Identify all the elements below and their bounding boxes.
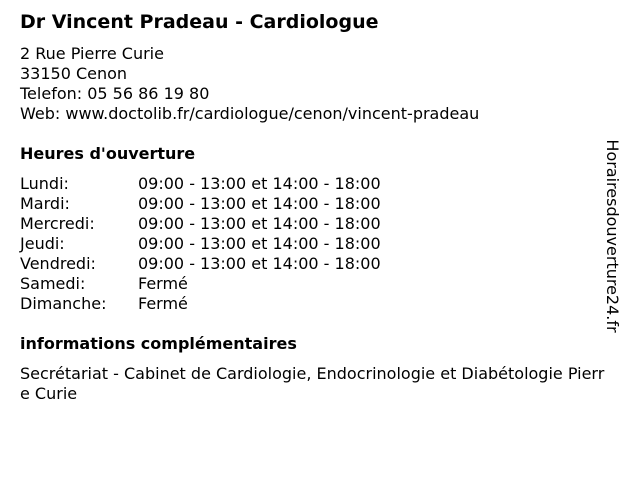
- hours-row-sunday: [20, 294, 610, 314]
- hours-row-tuesday: [20, 194, 610, 214]
- brand-watermark: Horairesdouverture24.fr: [603, 139, 622, 333]
- hours-value: 09:00 - 13:00 et 14:00 - 18:00: [138, 214, 381, 233]
- hours-value: 09:00 - 13:00 et 14:00 - 18:00: [138, 234, 381, 253]
- day-label: Jeudi:: [20, 234, 65, 253]
- hours-row-friday: [20, 254, 610, 274]
- hours-value: Fermé: [138, 294, 188, 313]
- hours-row-thursday: [20, 234, 610, 254]
- opening-hours-heading: Heures d'ouverture: [20, 144, 196, 163]
- street-address: 2 Rue Pierre Curie: [20, 44, 164, 63]
- hours-value: Fermé: [138, 274, 188, 293]
- day-label: Dimanche:: [20, 294, 107, 313]
- hours-value: 09:00 - 13:00 et 14:00 - 18:00: [138, 174, 381, 193]
- day-label: Vendredi:: [20, 254, 96, 273]
- day-label: Lundi:: [20, 174, 69, 193]
- business-info-card: [20, 10, 610, 404]
- hours-row-saturday: [20, 274, 610, 294]
- opening-hours-list: [20, 174, 610, 314]
- website-link: Web: www.doctolib.fr/cardiologue/cenon/vincent-pradeau: [20, 104, 480, 123]
- hours-value: 09:00 - 13:00 et 14:00 - 18:00: [138, 194, 381, 213]
- additional-info-text: Secrétariat - Cabinet de Cardiologie, Endocrinologie et Diabétologie Pierre Curie: [20, 364, 605, 403]
- page-title: Dr Vincent Pradeau - Cardiologue: [20, 11, 379, 33]
- city-address: 33150 Cenon: [20, 64, 128, 83]
- phone-number: Telefon: 05 56 86 19 80: [20, 84, 210, 103]
- hours-row-wednesday: [20, 214, 610, 234]
- day-label: Mercredi:: [20, 214, 95, 233]
- address-block: [20, 44, 610, 124]
- day-label: Mardi:: [20, 194, 70, 213]
- day-label: Samedi:: [20, 274, 86, 293]
- hours-value: 09:00 - 13:00 et 14:00 - 18:00: [138, 254, 381, 273]
- additional-info-heading: informations complémentaires: [20, 334, 297, 353]
- hours-row-monday: [20, 174, 610, 194]
